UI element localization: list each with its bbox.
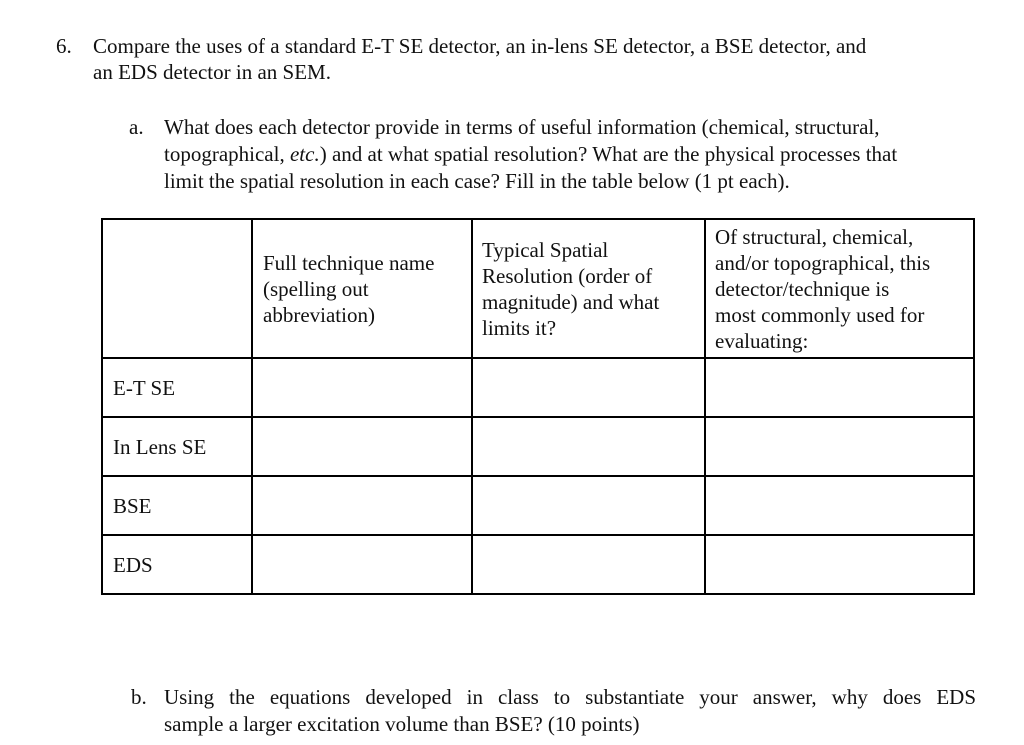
question-text-line-2: an EDS detector in an SEM.: [93, 60, 331, 84]
table-row-et-se: [102, 358, 974, 417]
table-header-row: [102, 219, 974, 358]
header-full-technique-name: [252, 219, 472, 358]
table-row-eds: [102, 535, 974, 594]
question-text-line-1: Compare the uses of a standard E-T SE detector, an in-lens SE detector, a BSE detector, and: [93, 34, 867, 58]
answer-cell[interactable]: [252, 535, 472, 594]
question-number: 6.: [56, 34, 72, 58]
part-b-line-1: Using the equations developed in class to substantiate your answer, why does EDS: [164, 685, 976, 709]
part-a-line-1: What does each detector provide in terms of useful information (chemical, structural,: [164, 115, 880, 139]
header-text: detector/technique is: [715, 277, 890, 301]
answer-cell[interactable]: [472, 476, 705, 535]
header-text: Typical Spatial: [482, 237, 609, 262]
header-text: limits it?: [482, 315, 557, 340]
part-a-etc: etc.: [289, 142, 320, 166]
header-text: most commonly used for: [715, 303, 925, 327]
row-label-bse: BSE: [102, 476, 252, 535]
header-text: magnitude) and what: [482, 289, 660, 314]
header-text: Full technique name: [263, 250, 435, 275]
table-row-in-lens-se: [102, 417, 974, 476]
part-b-label: b.: [131, 685, 147, 709]
header-text: abbreviation): [263, 302, 375, 327]
answer-cell[interactable]: [252, 417, 472, 476]
part-b-line-2: sample a larger excitation volume than BSE? (10 points): [164, 712, 640, 736]
header-text: evaluating:: [715, 329, 809, 353]
part-a-text: [164, 114, 979, 195]
answer-cell[interactable]: [472, 417, 705, 476]
answer-cell[interactable]: [705, 358, 974, 417]
answer-cell[interactable]: [472, 535, 705, 594]
row-label-in-lens-se: In Lens SE: [102, 417, 252, 476]
answer-cell[interactable]: [705, 417, 974, 476]
answer-cell[interactable]: [252, 476, 472, 535]
answer-cell[interactable]: [705, 476, 974, 535]
header-most-commonly-used-for: [705, 219, 974, 358]
answer-cell[interactable]: [472, 358, 705, 417]
header-text: Of structural, chemical,: [715, 225, 914, 249]
header-text: (spelling out: [263, 276, 369, 301]
header-typical-spatial-resolution: [472, 219, 705, 358]
header-text: and/or topographical, this: [715, 251, 931, 275]
detector-table: [101, 218, 975, 595]
part-a-line-3: limit the spatial resolution in each case? Fill in the table below (1 pt each).: [164, 169, 790, 193]
header-text: Resolution (order of: [482, 263, 653, 288]
part-b-text: [164, 684, 976, 738]
table-row-bse: [102, 476, 974, 535]
part-a-line-2-end: ) and at what spatial resolution? What are the physical processes that: [319, 142, 898, 166]
answer-cell[interactable]: [705, 535, 974, 594]
part-a-line-2: [164, 141, 979, 168]
row-label-et-se: E-T SE: [102, 358, 252, 417]
answer-cell[interactable]: [252, 358, 472, 417]
part-a-line-2-start: topographical,: [164, 142, 290, 166]
part-a-label: a.: [129, 115, 144, 139]
header-cell-empty: [102, 219, 252, 358]
row-label-eds: EDS: [102, 535, 252, 594]
